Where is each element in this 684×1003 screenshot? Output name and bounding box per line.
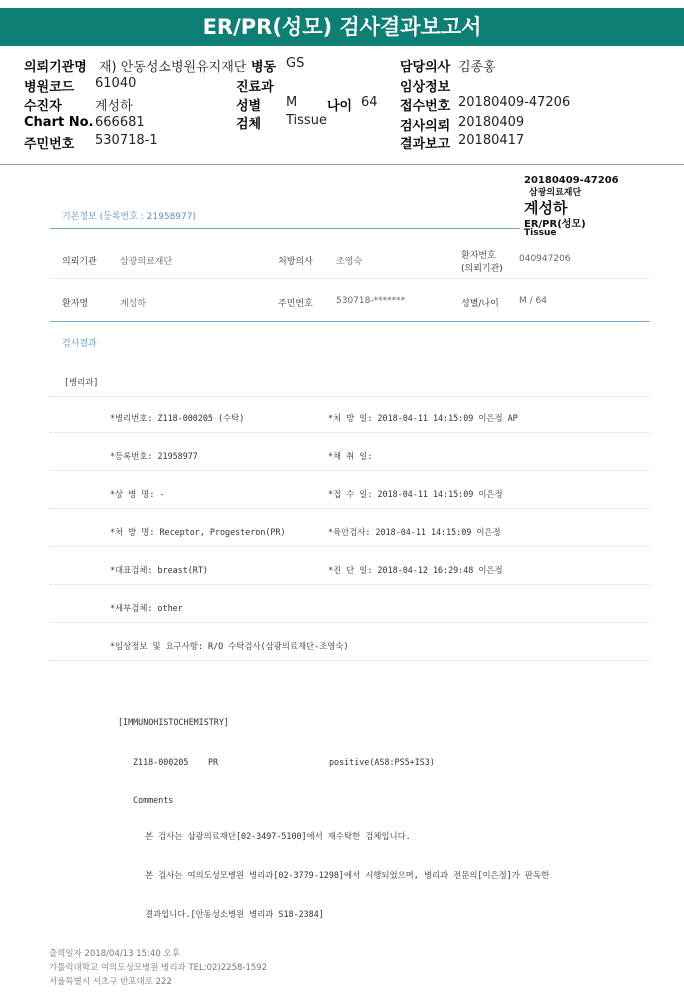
doctor-value: 김종홍 <box>458 60 496 75</box>
sticker-lab: 삼광의료재단 <box>529 188 582 198</box>
patient-value: 계성하 <box>95 99 133 114</box>
ihc-pathology-id: Z118-000205 <box>133 757 189 767</box>
org-label: 의뢰기관명 <box>24 60 87 75</box>
print-date: 출력일자 2018/04/13 15:40 오후 <box>49 949 180 959</box>
result-left-field: *처 방 명: Receptor, Progesteron(PR) <box>110 527 286 537</box>
dept-label: 진료과 <box>236 80 274 95</box>
results-heading: 검사결과 <box>62 339 97 349</box>
sticker-test: ER/PR(성모) <box>524 219 586 230</box>
result-left-field: *대표검체: breast(RT) <box>110 565 208 575</box>
doctor-label: 담당의사 <box>400 60 451 75</box>
result-right-field: *채 취 일: <box>328 451 373 461</box>
result-right-field: *육안검사: 2018-04-11 14:15:09 이은정 <box>328 527 501 537</box>
chart-value: 666681 <box>95 115 145 130</box>
header-divider <box>0 164 684 165</box>
result-right-field: *처 방 일: 2018-04-11 14:15:09 이은정 AP <box>328 413 518 423</box>
ihc-heading: [IMMUNOHISTOCHEMISTRY] <box>118 717 229 727</box>
patno-label: 환자번호 <box>461 251 496 261</box>
sexage-label: 성별/나이 <box>461 299 499 309</box>
section-pathology: [병리과] <box>64 377 99 387</box>
ward-value: GS <box>286 56 305 71</box>
idnum-label: 주민번호 <box>24 137 75 152</box>
row-divider <box>50 584 650 585</box>
row-divider <box>50 660 650 661</box>
age-label: 나이 <box>327 99 353 114</box>
name-value: 계성하 <box>120 299 147 309</box>
comments-label: Comments <box>133 795 174 805</box>
sex-label: 성별 <box>236 99 262 114</box>
row-divider <box>50 508 650 509</box>
physician-value: 조영숙 <box>336 257 363 267</box>
clinical-label: 임상정보 <box>400 80 451 95</box>
row-divider <box>50 470 650 471</box>
result-label: 결과보고 <box>400 137 451 152</box>
section-rule <box>50 321 650 322</box>
age-value: 64 <box>361 95 378 110</box>
row-divider <box>50 432 650 433</box>
row-divider <box>50 396 650 397</box>
org-value: 재) 안동성소병원유지재단 <box>99 60 247 75</box>
id-value: 530718-******* <box>336 296 406 306</box>
ward-label: 병동 <box>251 60 277 75</box>
sexage-value: M / 64 <box>519 296 547 306</box>
result-left-field: *세부검체: other <box>110 603 183 613</box>
request-label: 검사의뢰 <box>400 119 451 134</box>
org-label: 의뢰기관 <box>62 257 97 267</box>
result-right-field: *접 수 일: 2018-04-11 14:15:09 이은정 <box>328 489 503 499</box>
chart-label: Chart No. <box>24 115 94 130</box>
physician-label: 처방의사 <box>278 257 313 267</box>
scanned-report <box>2 168 682 1003</box>
specimen-label: 검체 <box>236 117 262 132</box>
comment-2: 본 검사는 여의도성모병원 병리과[02-3779-1298]에서 시행되었으며, 병리과 전문의[이은정]가 판독한 <box>145 870 550 880</box>
comment-3: 결과입니다.[안동성소병원 병리과 S18-2384] <box>145 909 324 919</box>
idnum-value: 530718-1 <box>95 133 158 148</box>
org-value: 삼광의료재단 <box>120 257 173 267</box>
result-left-field: *상 병 명: - <box>110 489 165 499</box>
result-value: 20180417 <box>458 133 525 148</box>
ihc-marker: PR <box>208 757 219 767</box>
hospital-address: 서울특별시 서초구 반포대로 222 <box>49 977 172 987</box>
row-divider <box>50 622 650 623</box>
hospcode-label: 병원코드 <box>24 80 75 95</box>
sticker-specimen: Tissue <box>524 228 557 238</box>
result-left-field: *병리번호: Z118-000205 (수탁) <box>110 413 245 423</box>
result-left-field: *등록번호: 21958977 <box>110 451 198 461</box>
row-divider <box>50 546 650 547</box>
name-label: 환자명 <box>62 299 89 309</box>
sticker-receipt: 20180409-47206 <box>524 175 619 186</box>
patno-value: 040947206 <box>519 254 571 264</box>
basic-info-heading: 기본정보 (등록번호 : 21958977) <box>62 212 196 222</box>
sex-value: M <box>286 95 298 110</box>
row-divider <box>50 278 650 279</box>
receipt-value: 20180409-47206 <box>458 95 571 110</box>
report-title: ER/PR(성모) 검사결과보고서 <box>0 8 684 46</box>
specimen-value: Tissue <box>286 113 327 128</box>
patient-label: 수진자 <box>24 99 62 114</box>
sticker-patient: 계성하 <box>524 199 568 217</box>
basic-info-rule <box>50 228 520 229</box>
id-label: 주민번호 <box>278 299 313 309</box>
receipt-label: 접수번호 <box>400 99 451 114</box>
result-left-field: *임상정보 및 요구사항: R/O 수탁검사(삼광의료재단-조영숙) <box>110 641 349 651</box>
hospital-contact: 가톨릭대학교 여의도성모병원 병리과 TEL:02)2258-1592 <box>49 963 268 973</box>
comment-1: 본 검사는 삼광의료재단[02-3497-5100]에서 재수탁한 검체입니다. <box>145 831 411 841</box>
result-right-field: *진 단 일: 2018-04-12 16:29:48 이은정 <box>328 565 503 575</box>
ihc-result: positive(AS8:PS5+IS3) <box>329 757 435 767</box>
patno-sublabel: (의뢰기관) <box>461 264 503 274</box>
request-value: 20180409 <box>458 115 525 130</box>
hospcode-value: 61040 <box>95 76 137 91</box>
